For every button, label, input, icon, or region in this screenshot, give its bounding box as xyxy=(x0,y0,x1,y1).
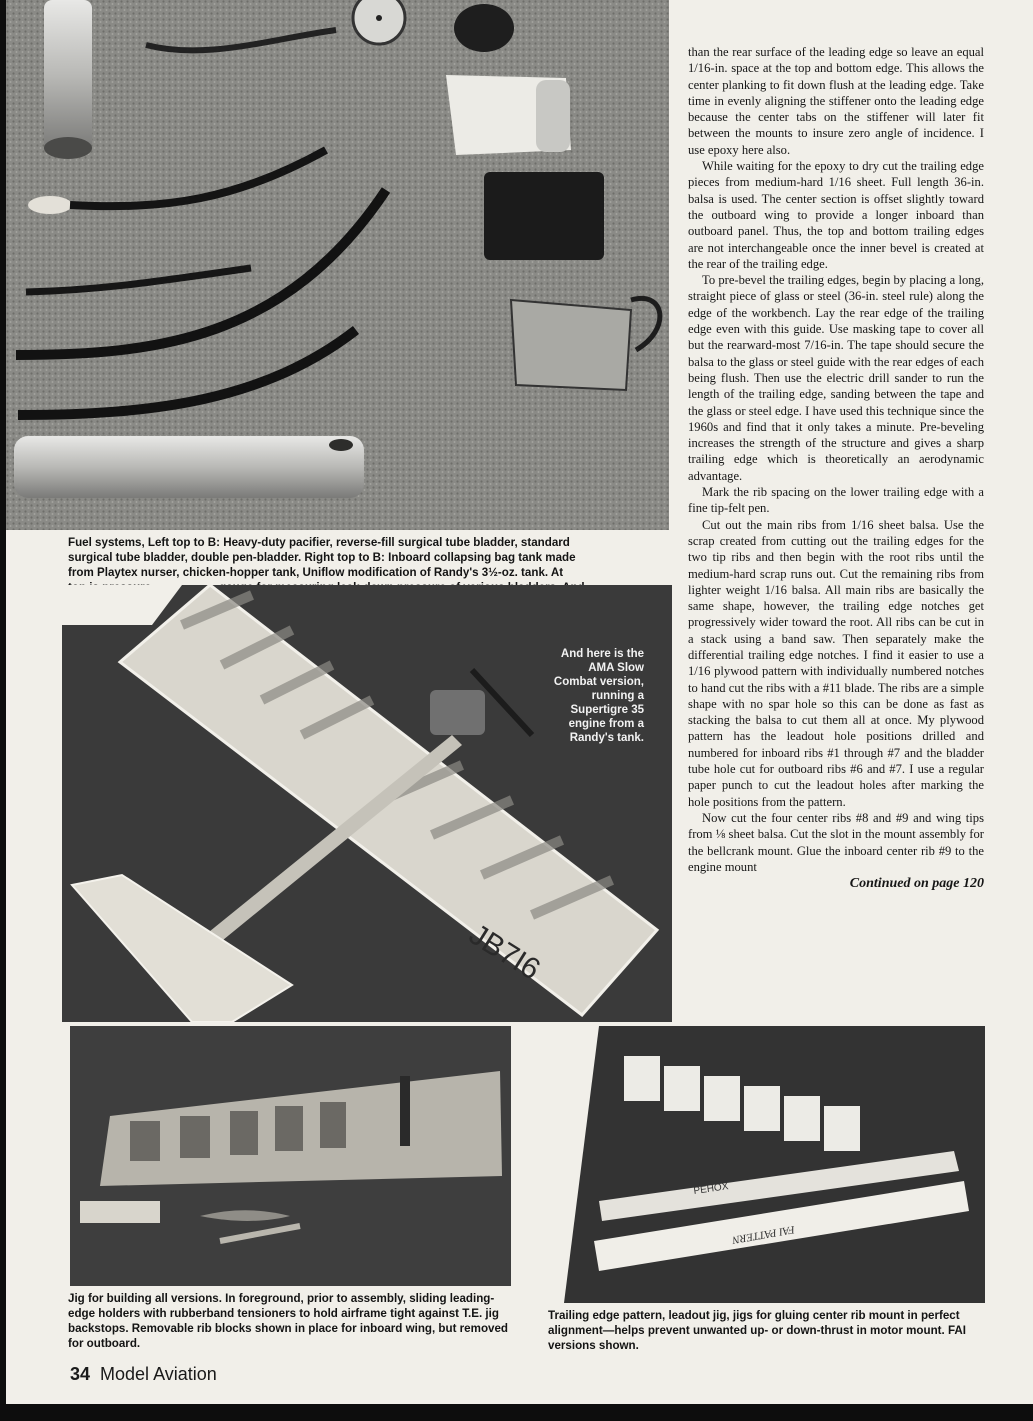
page-footer xyxy=(70,1364,217,1385)
trailing-edge-caption: Trailing edge pattern, leadout jig, jigs for gluing center rib mount in perfect alignment—helps prevent unwanted up- or down-thrust in motor mount. FAI versions shown. xyxy=(548,1309,967,1352)
fuel-systems-photo xyxy=(6,0,669,530)
page-number: 34 xyxy=(70,1364,91,1384)
caption-line: Fuel systems, Left top to B: Heavy-duty pacifier, reverse-fill surgical tube bladder, standard xyxy=(68,536,570,549)
wing-registration: JB7I6 xyxy=(463,917,546,987)
caption-line: surgical tube bladder, double pen-bladder. Right top to B: Inboard collapsing bag tank made xyxy=(68,551,576,564)
article-paragraph: Now cut the four center ribs #8 and #9 and wing tips from ⅛ sheet balsa. Cut the slot in the mount assembly for the bellcrank mount. Glue the inboard center rib #9 to the engine mount xyxy=(688,810,984,874)
article-paragraph: While waiting for the epoxy to dry cut the trailing edge pieces from medium-hard 1/16 sheet. Full length 36-in. balsa is used. The center section is offset slightly toward the outboard wing to provide a longer inboard than outboard panel. Thus, the top and bottom trailing edges are not interchangeable once the inner bevel is created at the rear of the trailing edge. xyxy=(688,159,984,271)
slow-combat-caption: And here is the AMA Slow Combat version, running a Supertigre 35 engine from a Randy's tank. xyxy=(553,648,644,744)
article-paragraph: Mark the rib spacing on the lower trailing edge with a fine tip-felt pen. xyxy=(688,485,984,516)
trailing-edge-photo xyxy=(544,1026,985,1303)
caption-line: from Playtex nurser, chicken-hopper tank, Uniflow modification of Randy's 3½-oz. tank. At xyxy=(68,566,564,579)
article-paragraph: Cut out the main ribs from 1/16 sheet balsa. Use the scrap created from cutting out the trailing edges for the two tip ribs and then begin with the root ribs until the medium-hard scrap runs out. Cut the remaining ribs from lighter weight 1/16 balsa. All main ribs are basically the same shape, however, the trailing edge notches get progressively wider toward the root. All ribs can be cut in a stack using a band saw. Then separately make the differential trailing edge notches. I find it easier to use a 1/16 plywood pattern with individually numbered notches to hand cut the ribs with a #11 blade. The ribs are a simple shape with no spar hole so this can be done as fast as stacking the balsa to cut them all at once. My plywood pattern has the leadout hole positions drilled and numbered for inboard ribs #1 through #7 and the bladder tube hole cut for outboard ribs #6 and #7. I use a regular paper punch to cut the leadout holes after marking the hole positions from the pattern. xyxy=(688,517,984,809)
pattern-text: FAI PATTERN xyxy=(731,1223,796,1246)
rule-text: PEHOX xyxy=(692,1181,730,1197)
article-paragraph: To pre-bevel the trailing edges, begin by placing a long, straight piece of glass or steel (36-in. steel rule) along the edge of the workbench. Lay the rear edge of the trailing edge even with this guide. Use masking tape to cover all but the rearward-most 7/16-in. The tape should secure the balsa to the glass or steel guide with the rear edges of each being flush. Then use the electric drill sander to run the length of the trailing edge, sanding between the tape and the glass or steel edge. I have used this technique since the 1960s and find that it only takes a minute. Pre-beveling increases the strength of the structure and gives a sharp trailing edge which is theoretically an aerodynamic advantage. xyxy=(688,273,984,483)
jig-photo xyxy=(70,1026,511,1286)
article-paragraph: than the rear surface of the leading edge so leave an equal 1/16-in. space at the top and bottom edge. This allows the center planking to fit down flush at the leading edge. Take time in evenly aligning the stiffener onto the leading edge because the center tabs on the stiffener will later fit between the mounts to insure zero angle of incidence. I use epoxy here also. xyxy=(688,45,984,157)
page-edge xyxy=(0,1404,1033,1421)
magazine-name: Model Aviation xyxy=(100,1364,217,1384)
article-body xyxy=(688,44,984,892)
continued-note: Continued on page 120 xyxy=(849,876,984,892)
jig-caption: Jig for building all versions. In foreground, prior to assembly, sliding leading-edge holders with rubberband tensioners to hold airframe tight against T.E. jig backstops. Removable rib blocks shown in place for inboard wing, but removed for outboard. xyxy=(68,1292,509,1350)
